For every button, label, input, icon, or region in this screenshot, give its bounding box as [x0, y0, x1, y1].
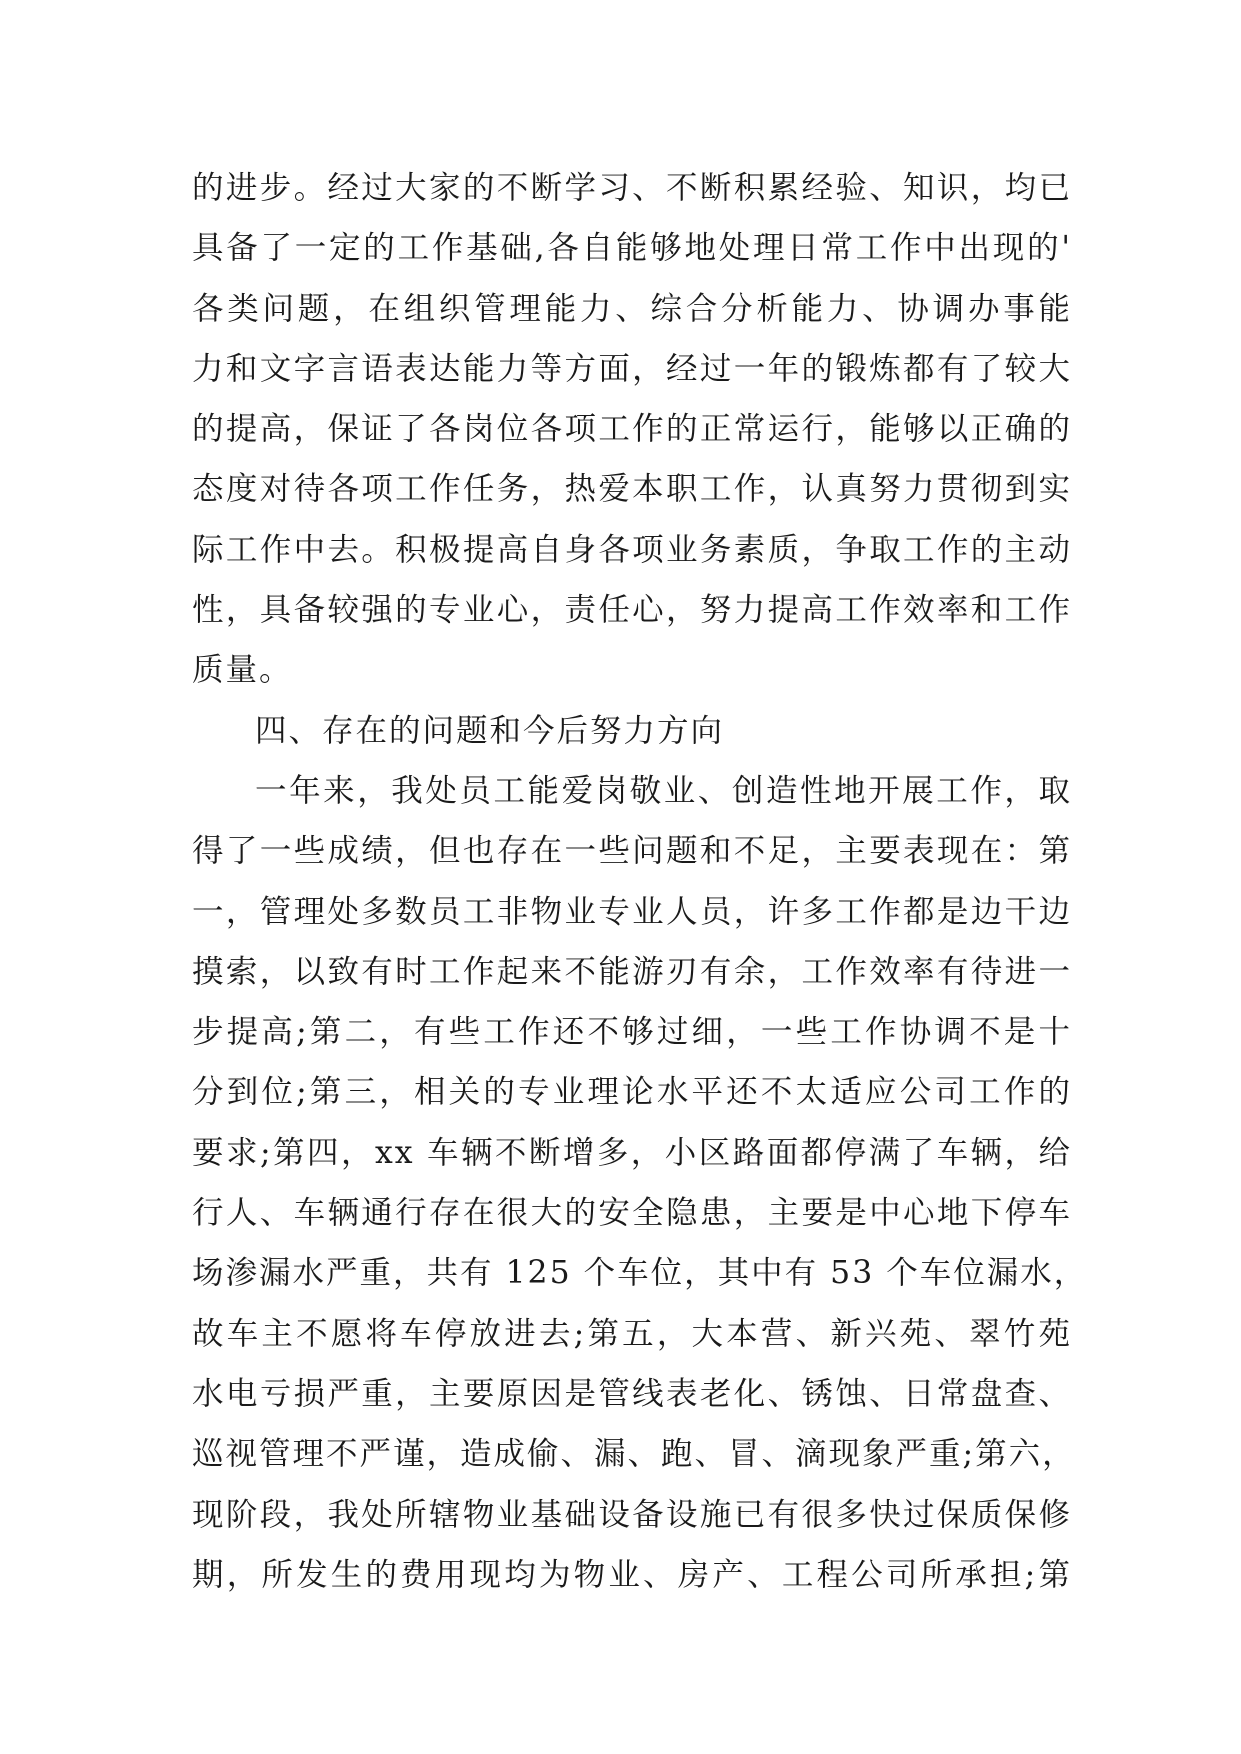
- text-line: 的提高，保证了各岗位各项工作的正常运行，能够以正确的: [192, 411, 1072, 448]
- text-line: 分到位;第三，相关的专业理论水平还不太适应公司工作的: [192, 1074, 1072, 1111]
- text-line: 一，管理处多数员工非物业专业人员，许多工作都是边干边: [192, 893, 1072, 930]
- text-line: 场渗漏水严重，共有 125 个车位，其中有 53 个车位漏水，: [192, 1255, 1088, 1292]
- text-line: 摸索，以致有时工作起来不能游刃有余，工作效率有待进一: [192, 953, 1072, 990]
- section-heading: 四、存在的问题和今后努力方向: [255, 712, 725, 749]
- text-line: 期，所发生的费用现均为物业、房产、工程公司所承担;第: [192, 1556, 1072, 1593]
- text-line: 质量。: [192, 652, 293, 689]
- body-text: [192, 158, 1088, 1605]
- text-line: 的进步。经过大家的不断学习、不断积累经验、知识，均已: [192, 170, 1072, 206]
- text-line: 现阶段，我处所辖物业基础设备设施已有很多快过保质保修: [192, 1496, 1072, 1533]
- text-line: 力和文字言语表达能力等方面，经过一年的锻炼都有了较大: [192, 350, 1072, 387]
- text-line: 性，具备较强的专业心，责任心，努力提高工作效率和工作: [192, 592, 1072, 629]
- text-line: 故车主不愿将车停放进去;第五，大本营、新兴苑、翠竹苑: [192, 1315, 1072, 1352]
- text-line: 行人、车辆通行存在很大的安全隐患，主要是中心地下停车: [192, 1195, 1072, 1232]
- text-line: 一年来，我处员工能爱岗敬业、创造性地开展工作，取: [255, 772, 1072, 809]
- text-line: 得了一些成绩，但也存在一些问题和不足，主要表现在：第: [192, 833, 1072, 870]
- text-line: 步提高;第二，有些工作还不够过细，一些工作协调不是十: [192, 1014, 1072, 1051]
- text-line: 具备了一定的工作基础,各自能够地处理日常工作中出现的': [192, 230, 1072, 267]
- text-line: 态度对待各项工作任务，热爱本职工作，认真努力贯彻到实: [192, 471, 1072, 508]
- text-line: 巡视管理不严谨，造成偷、漏、跑、冒、滴现象严重;第六，: [192, 1436, 1076, 1473]
- text-line: 际工作中去。积极提高自身各项业务素质，争取工作的主动: [192, 531, 1072, 568]
- text-line: 要求;第四，xx 车辆不断增多，小区路面都停满了车辆，给: [192, 1134, 1072, 1171]
- text-line: 各类问题，在组织管理能力、综合分析能力、协调办事能: [192, 290, 1072, 327]
- text-line: 水电亏损严重，主要原因是管线表老化、锈蚀、日常盘查、: [192, 1375, 1072, 1412]
